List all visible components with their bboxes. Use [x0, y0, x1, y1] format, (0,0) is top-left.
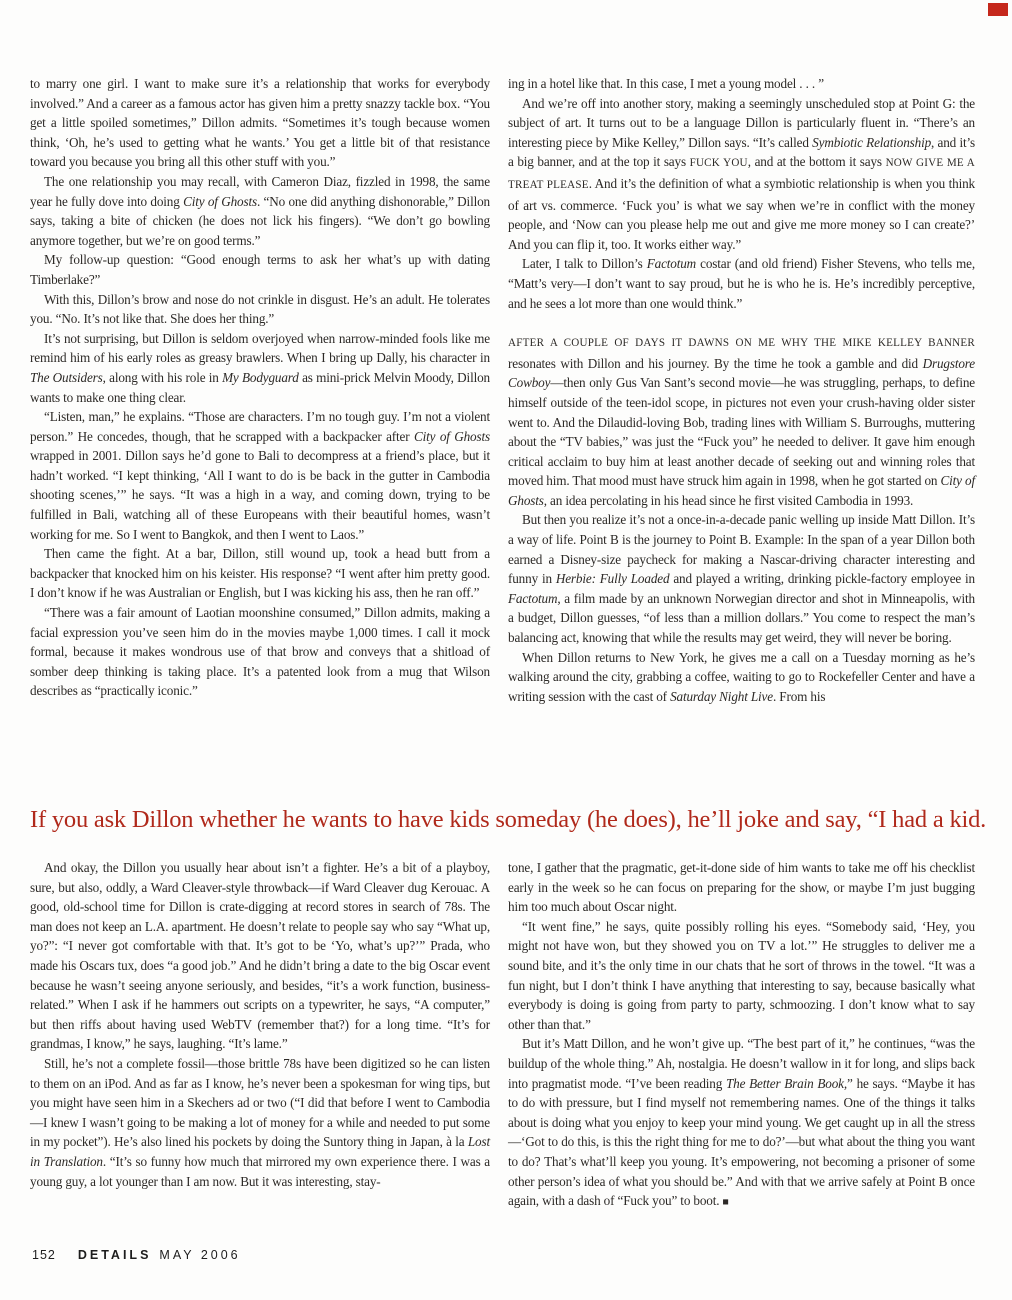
column-top-left — [30, 74, 490, 786]
magazine-name: DETAILS — [77, 1248, 152, 1262]
paragraph: “There was a fair amount of Laotian moonshine consumed,” Dillon admits, making a facial expression you’ve seen him do in the movies maybe 1,000 times. I call it mock formal, because it makes wondrous use of that brow and conveys that a shitload of somber deep thinking is taking place. It’s a patented look from a mug that Wilson describes as “practically iconic.” — [30, 605, 490, 699]
paragraph: My follow-up question: “Good enough terms to ask her what’s up with dating Timberlake?” — [30, 252, 490, 287]
paragraph: ing in a hotel like that. In this case, I met a young model . . . ” — [508, 76, 824, 91]
paragraph: It’s not surprising, but Dillon is seldom overjoyed when narrow-minded fools like me remind him of his early roles as greasy brawlers. When I bring up Dally, his character in The Outsiders, along with his role in My Bodyguard as mini-prick Melvin Moody, Dillon wants to make one thing clear. — [30, 330, 490, 405]
paragraph: to marry one girl. I want to make sure it’s a relationship that works for everybody involved.” And a career as a famous actor has given him a pretty snazzy tackle box. “You get a little spoiled sometimes,” Dillon admits. “Sometimes it’s tough because women think, ‘Oh, he’s used to getting what he wants.’ You get a little bit of that resistance toward you because you bring all this other stuff with you.” — [30, 76, 490, 170]
paragraph: But then you realize it’s not a once-in-a-decade panic welling up inside Matt Dillon. It’s a way of life. Point B is the journey to Point B. Example: In the span of a year Dillon both earned a Disney-size paycheck for making a Nascar-driving character interesting and funny in Herbie: Fully Loaded and played a writing, drinking pickle-factory employee in Factotum, a film made by an unknown Norwegian director and shot in Minneapolis, with a budget, Dillon guesses, “of less than a million dollars.” You come to respect the man’s balancing act, knowing that while the results may get weird, they will never be boring. — [508, 512, 975, 646]
paragraph: Later, I talk to Dillon’s Factotum costar (and old friend) Fisher Stevens, who tells me, “Matt’s very—I don’t want to say proud, but he is who he is. He’s incredibly perceptive, and he sees a lot more than one would think.” — [508, 256, 975, 311]
issue-date: MAY 2006 — [159, 1248, 241, 1262]
paragraph: With this, Dillon’s brow and nose do not crinkle in disgust. He’s an adult. He tolerates you. “No. It’s not like that. She does her thing.” — [30, 291, 490, 327]
paragraph: Still, he’s not a complete fossil—those brittle 78s have been digitized so he can listen to them on an iPod. And as far as I know, he’s never been a spokesman for wing tips, but you might have seen him in a Skechers ad or two (“I did that before I went to Cambodia—I knew I wasn’t going to be making a lot of money for a while and needed to put some in my pocket”). He’s also lined his pockets by doing the Suntory thing in Japan, à la Lost in Translation. “It’s so funny how much that mirrored my own experience there. I was a young guy, a lot younger than I am now. But it was interesting, stay- — [30, 1055, 491, 1189]
paragraph: “It went fine,” he says, quite possibly rolling his eyes. “Somebody said, ‘Hey, you might not have won, but they showed you on TV a lot.’” He struggles to deliver me a sound bite, and it’s the only time in our chats that he sort of throws in the towel. “It was a fun night, but I don’t think I have anything that interesting to say, because basically what everybody is doing is going from party to party, schmoozing. I don’t know what to say other than that.” — [508, 918, 975, 1032]
paragraph: When Dillon returns to New York, he gives me a call on a Tuesday morning as he’s walking around the city, grabbing a coffee, waiting to go to Rockefeller Center and have a writing session with the cast of Saturday Night Live. From his — [508, 649, 975, 704]
bottom-section — [30, 858, 975, 1213]
paragraph: The one relationship you may recall, with Cameron Diaz, fizzled in 1998, the same year he fully dove into doing City of Ghosts. “No one did anything dishonorable,” Dillon says, taking a bite of chicken (he does not lick his fingers). “We don’t go bowling anymore together, but we’re on good terms.” — [30, 173, 490, 248]
column-bottom-right — [508, 858, 975, 1213]
page-number: 152 — [32, 1248, 56, 1262]
corner-mark — [988, 3, 1008, 16]
paragraph: And we’re off into another story, making a seemingly unscheduled stop at Point G: the subject of art. It turns out to be a language Dillon is particularly fluent in. “There’s an interesting piece by Mike Kelley,” Dillon says. “It’s called Symbiotic Relationship, and it’s a big banner, and at the top it says FUCK YOU, and at the bottom it says NOW GIVE ME A TREAT PLEASE. And it’s the definition of what a symbiotic relationship is when you think of art vs. commerce. ‘Fuck you’ is what we say when we’re in conflict with the money people, and ‘Now can you please help me out and give me more money so I can create?’ And you can flip it, too. It works either way.” — [508, 95, 976, 252]
paragraph: AFTER A COUPLE OF DAYS IT DAWNS ON ME WHY THE MIKE KELLEY BANNER resonates with Dillon and his journey. By the time he took a gamble and did Drugstore Cowboy—then only Gus Van Sant’s second movie—he was struggling, perhaps, to define himself outside of the teen-idol scope, in pictures not even your crush-having older sister went to. And the Dilaudid-loving Bob, trading lines with William S. Burroughs, muttering about the “TV babies,” was just the “Fuck you” he needed to deliver. It gave him enough critical acclaim to buy him at least another decade of seeking out and winning roles that moved him. That mood must have struck him again in 1998, when he got started on City of Ghosts, an idea percolating in his head since he first visited Cambodia in 1993. — [508, 337, 975, 508]
paragraph: Then came the fight. At a bar, Dillon, still wound up, took a head butt from a backpacker that knocked him on his keister. His response? “I went after him pretty good. I don’t know if he was Australian or English, but I was kicking his ass, then he ran off.” — [30, 546, 490, 601]
pull-quote: If you ask Dillon whether he wants to have kids someday (he does), he’ll joke and say, “I had a kid. — [30, 806, 987, 833]
paragraph: And okay, the Dillon you usually hear about isn’t a fighter. He’s a bit of a playboy, sure, but also, oddly, a Ward Cleaver-style throwback—if Ward Cleaver dug Kerouac. A good, old-school time for Dillon is crate-digging at record stores in search of 78s. The man does not keep an L.A. apartment. He doesn’t relate to people say who say “What up, yo?”: “I never got comfortable with that. It’s got to be ‘Yo, what’s up?’” Prada, who made his Oscars tux, does “a good job.” And he didn’t bring a date to the big Oscar event because he wasn’t seeing anyone seriously, and besides, “it’s a work function, business-related.” When I ask if he hammers out scripts on a typewriter, he says, “A computer,” but then riffs about having used WebTV (remember that?) for a long time. “It’s for grandmas, I know,” he says, laughing. “It’s lame.” — [30, 860, 490, 1052]
page-footer — [32, 1248, 241, 1262]
paragraph: “Listen, man,” he explains. “Those are characters. I’m no tough guy. I’m not a violent person.” He concedes, though, that he scrapped with a backpacker after City of Ghosts wrapped in 2001. Dillon says he’d gone to Bali to decompress at a friend’s place, but it hadn’t worked. “I kept thinking, ‘All I want to do is be back in the gutter in Cambodia shooting scenes,’” he says. “It was a high in a way, and coming down, trying to be fulfilled in Bali, watching all of these Europeans with their beautiful homes, wasn’t working for me. So I went to Bangkok, and then I went to Laos.” — [30, 409, 490, 542]
column-bottom-left — [30, 858, 490, 1213]
article — [30, 74, 987, 1213]
paragraph: But it’s Matt Dillon, and he won’t give up. “The best part of it,” he continues, “was the buildup of the whole thing.” Ah, nostalgia. He doesn’t wallow in it for long, and slips back into pragmatist mode. “I’ve been reading The Better Brain Book,” he says. “Maybe it has to do with pressure, but I find myself not remembering names. One of the things it talks about is doing what you enjoy to keep your mind young. We get caught up in all the stress—‘Got to do this, is this the right thing for me to do?’—but what about the thing you want to do? That’s what’ll keep you young. It’s empowering, not becoming a prisoner of some other person’s idea of what you should be.” And with that we arrive safely at Point B once again, with a dash of “Fuck you” to boot. ■ — [508, 1036, 975, 1209]
column-top-right — [508, 74, 975, 786]
paragraph: tone, I gather that the pragmatic, get-it-done side of him wants to take me off his checklist early in the week so he can focus on preparing for the show, or maybe I’m just bugging him too much about Oscar night. — [508, 860, 975, 915]
top-section — [30, 74, 975, 786]
